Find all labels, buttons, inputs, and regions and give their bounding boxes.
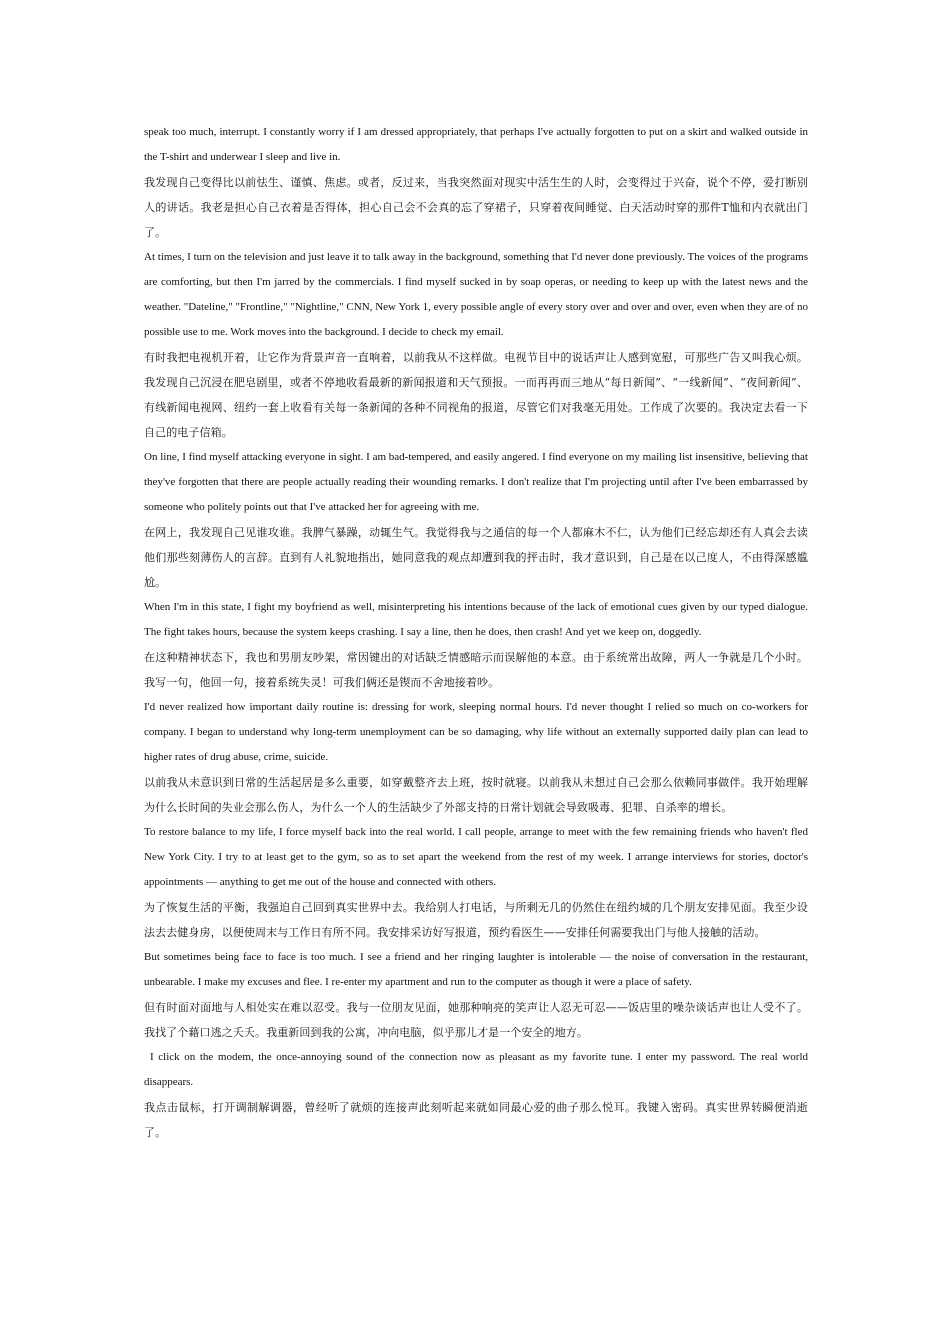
paragraph-chinese: 但有时面对面地与人相处实在难以忍受。我与一位朋友见面，她那种响亮的笑声让人忍无可忍——饭店里的噪杂谈话声也让人受不了。我找了个藉口逃之夭夭。我重新回到我的公寓，冲向电脑，似乎那儿才是一个安全的地方。 bbox=[144, 1001, 808, 1039]
paragraph-chinese: 我发现自己变得比以前怯生、谨慎、焦虑。或者，反过来，当我突然面对现实中活生生的人时，会变得过于兴奋，说个不停，爱打断别人的讲话。我老是担心自己衣着是否得体，担心自己会不会真的忘了穿裙子，只穿着夜间睡觉、白天活动时穿的那件T恤和内衣就出门了。 bbox=[144, 176, 808, 239]
paragraph-chinese: 有时我把电视机开着，让它作为背景声音一直响着，以前我从不这样做。电视节目中的说话声让人感到宽慰，可那些广告又叫我心烦。我发现自己沉浸在肥皂剧里，或者不停地收看最新的新闻报道和天气预报。一而再再而三地从“每日新闻”、“一线新闻”、“夜间新闻”、 有线新闻电视网、纽约一套上收看有关每一条新闻的各种不同视角的报道，尽管它们对我毫无用处。工作成了次要的。我决定去看一下自己的电子信箱。 bbox=[144, 351, 808, 439]
paragraph-chinese: 在网上，我发现自己见谁攻谁。我脾气暴躁，动辄生气。我觉得我与之通信的每一个人都麻木不仁，认为他们已经忘却还有人真会去读他们那些刻薄伤人的言辞。直到有人礼貌地指出，她同意我的观点却遭到我的抨击时，我才意识到，自己是在以己度人，不由得深感尴尬。 bbox=[144, 526, 808, 589]
paragraph-chinese: 在这种精神状态下，我也和男朋友吵架，常因键出的对话缺乏情感暗示而误解他的本意。由于系统常出故障，两人一争就是几个小时。我写一句，他回一句，接着系统失灵！可我们俩还是锲而不舍地接着吵。 bbox=[144, 651, 808, 689]
paragraph-english: At times, I turn on the television and just leave it to talk away in the background, something that I'd never done previously. The voices of the programs are comforting, but then I'm jarred by the commercials. I find myself sucked in by soap operas, or needing to keep up with the latest news and the weather. "Dateline," "Frontline," "Nightline," CNN, New York 1, every possible angle of every story over and over and over, even when they are of no possible use to me. Work moves into the background. I decide to check my email. bbox=[144, 251, 808, 338]
paragraph-chinese: 我点击鼠标，打开调制解调器，曾经听了就烦的连接声此刻听起来就如同最心爱的曲子那么悦耳。我键入密码。真实世界转瞬便消逝了。 bbox=[144, 1101, 808, 1139]
paragraph-english: I'd never realized how important daily routine is: dressing for work, sleeping normal hours. I'd never thought I relied so much on co-workers for company. I began to understand why long-term unemployment can be so damaging, why life without an externally supported daily plan can lead to higher rates of drug abuse, crime, suicide. bbox=[144, 701, 808, 763]
paragraph-chinese: 以前我从未意识到日常的生活起居是多么重要，如穿戴整齐去上班，按时就寝。以前我从未想过自己会那么依赖同事做伴。我开始理解为什么长时间的失业会那么伤人，为什么一个人的生活缺少了外部支持的日常计划就会导致吸毒、犯罪、自杀率的增长。 bbox=[144, 776, 808, 814]
paragraph-english: speak too much, interrupt. I constantly worry if I am dressed appropriately, that perhaps I've actually forgotten to put on a skirt and walked outside in the T-shirt and underwear I sleep and live in. bbox=[144, 126, 808, 163]
paragraph-english: On line, I find myself attacking everyone in sight. I am bad-tempered, and easily angered. I find everyone on my mailing list insensitive, believing that they've forgotten that there are people actually reading their wounding remarks. I don't realize that I'm projecting until after I've been embarrassed by someone who politely points out that I've attacked her for agreeing with me. bbox=[144, 451, 808, 513]
document-page bbox=[144, 120, 808, 1145]
paragraph-english: When I'm in this state, I fight my boyfriend as well, misinterpreting his intentions because of the lack of emotional cues given by our typed dialogue. The fight takes hours, because the system keeps crashing. I say a line, then he does, then crash! And yet we keep on, doggedly. bbox=[144, 601, 808, 638]
paragraph-english: To restore balance to my life, I force myself back into the real world. I call people, arrange to meet with the few remaining friends who haven't fled New York City. I try to at least get to the gym, so as to set apart the weekend from the rest of my week. I arrange interviews for stories, doctor's appointments — anything to get me out of the house and connected with others. bbox=[144, 826, 808, 888]
paragraph-english: But sometimes being face to face is too much. I see a friend and her ringing laughter is intolerable — the noise of conversation in the restaurant, unbearable. I make my excuses and flee. I re-enter my apartment and run to the computer as though it were a place of safety. bbox=[144, 951, 808, 988]
paragraph-chinese: 为了恢复生活的平衡，我强迫自己回到真实世界中去。我给别人打电话，与所剩无几的仍然住在纽约城的几个朋友安排见面。我至少设法去去健身房，以便使周末与工作日有所不同。我安排采访好写报道，预约看医生——安排任何需要我出门与他人接触的活动。 bbox=[144, 901, 808, 939]
paragraph-english: I click on the modem, the once-annoying sound of the connection now as pleasant as my favorite tune. I enter my password. The real world disappears. bbox=[144, 1051, 808, 1088]
